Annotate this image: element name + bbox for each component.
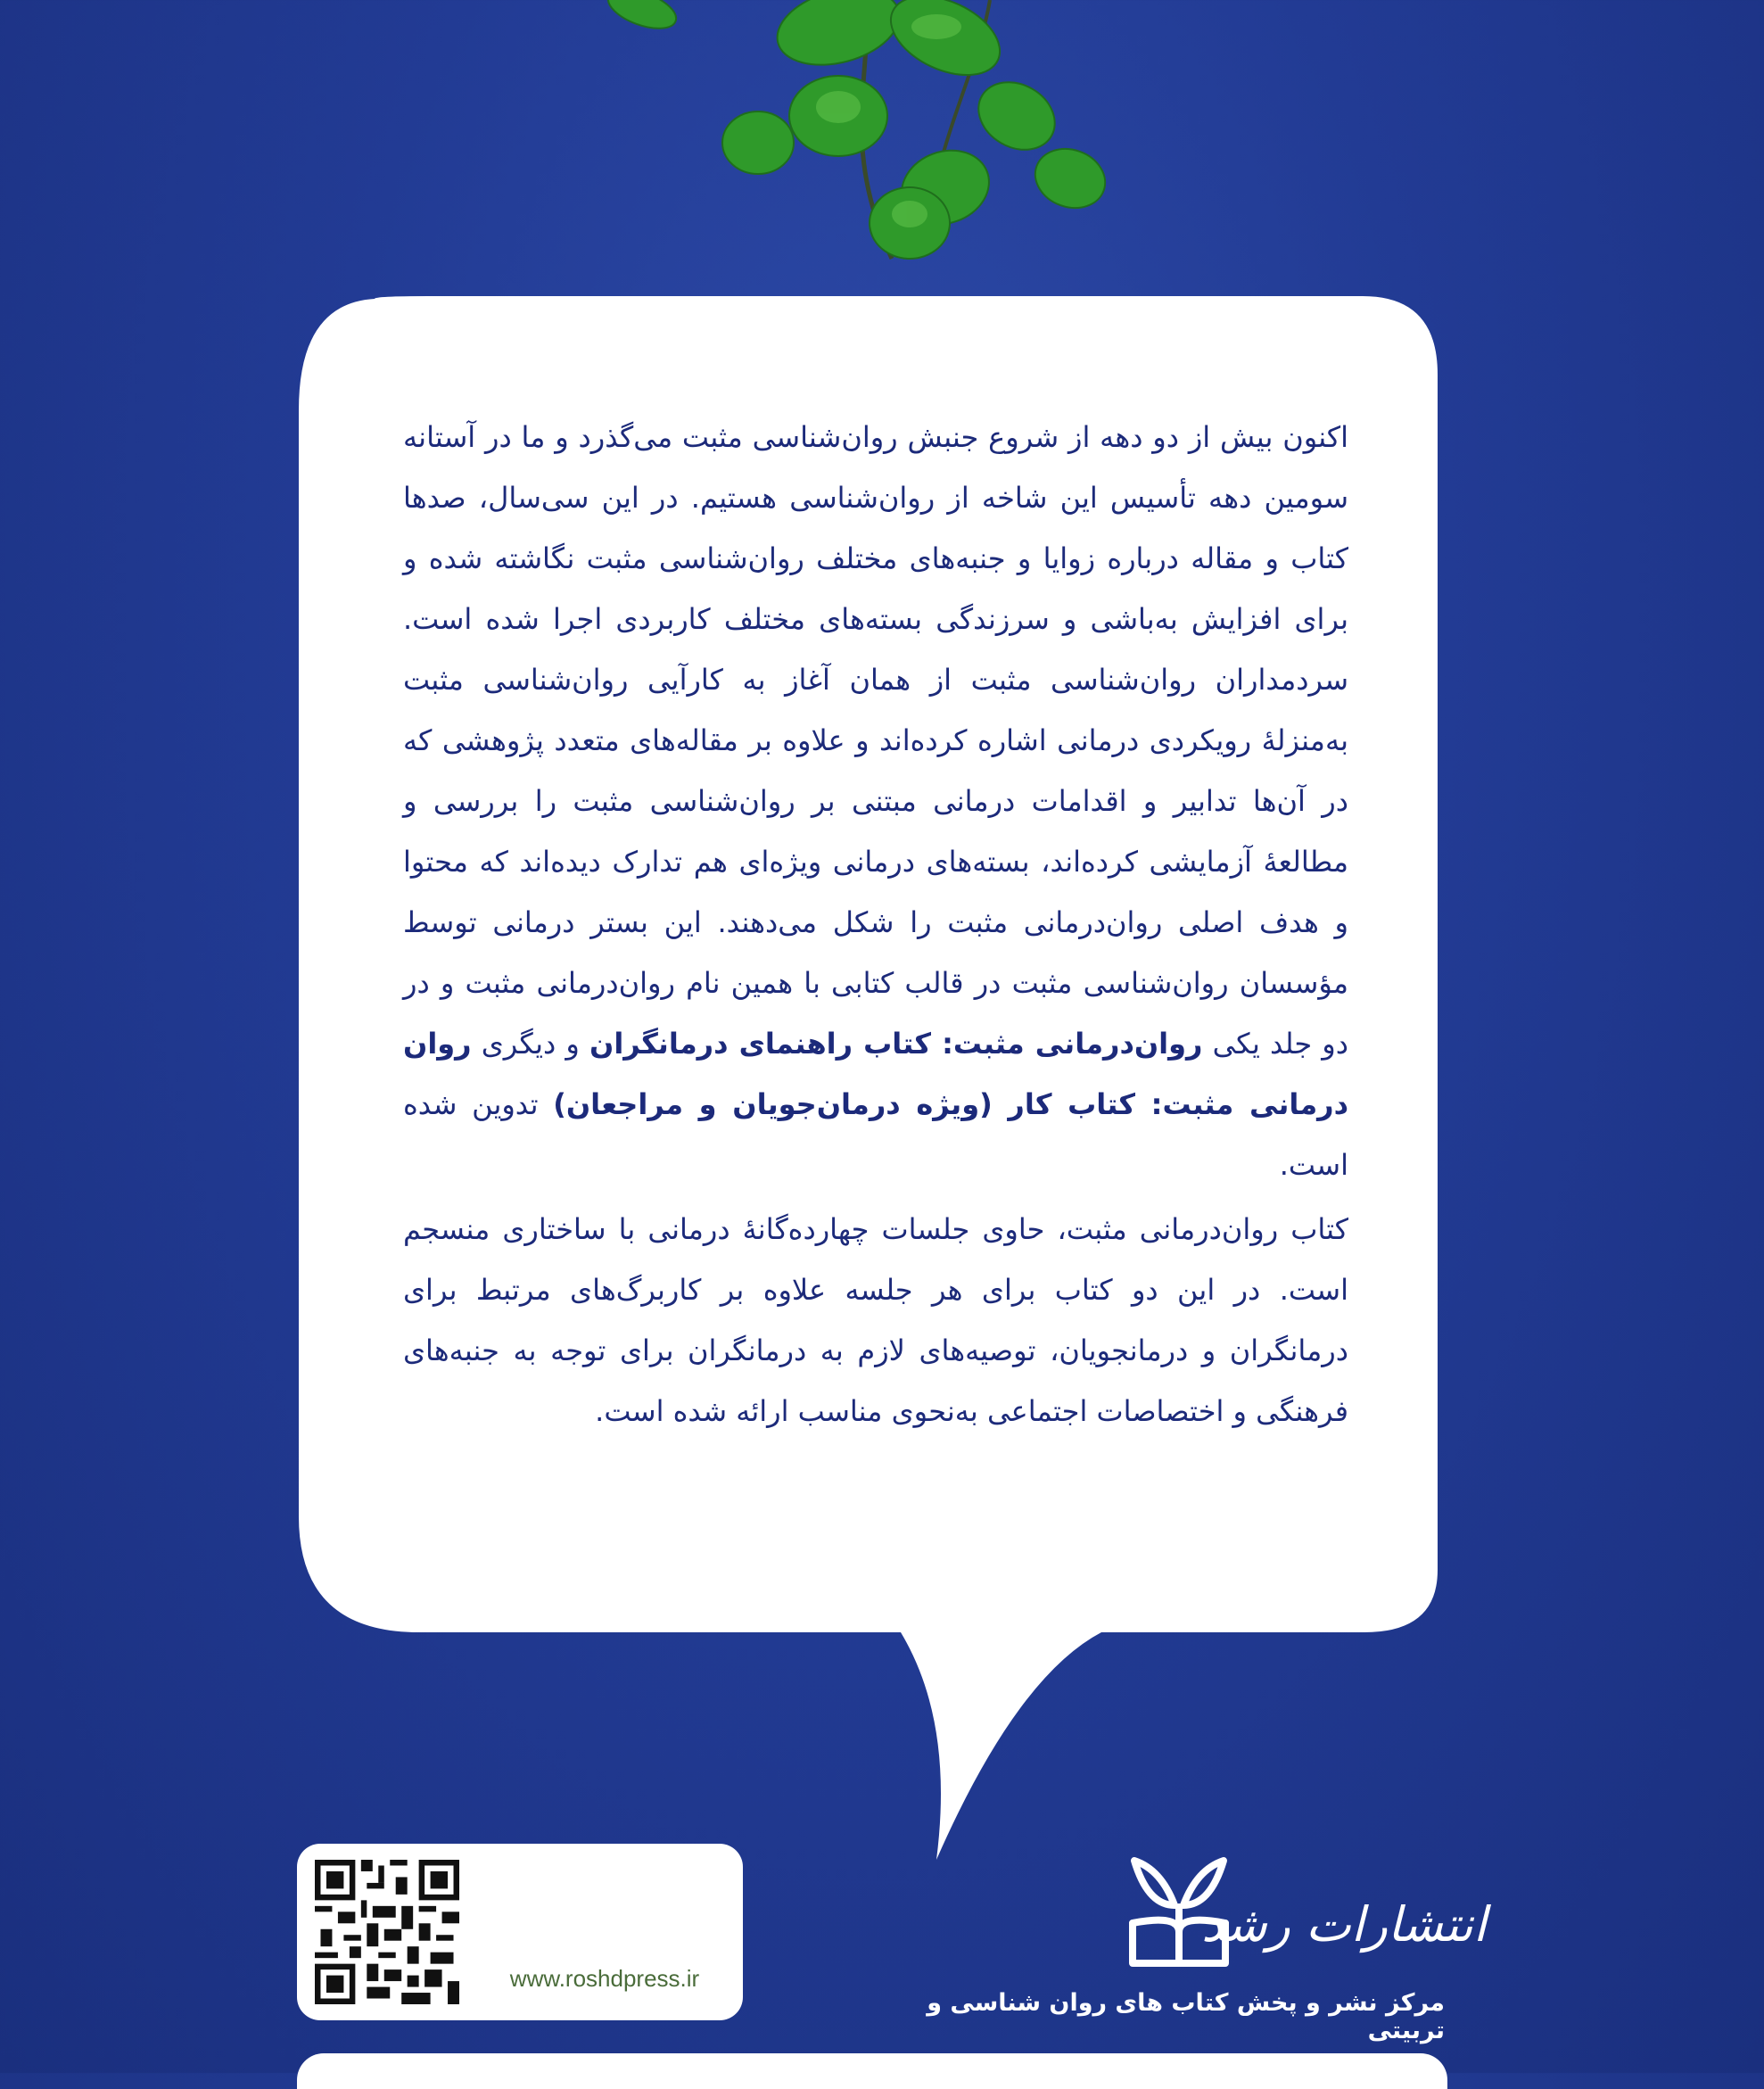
- bottom-strip: [297, 2053, 1447, 2089]
- publisher-logo-text: انتشارات رشد: [1201, 1896, 1487, 1953]
- paragraph-1-text: اکنون بیش از دو دهه از شروع جنبش روان‌شناسی مثبت می‌گذرد و ما در آستانه سومین دهه تأسیس این شاخه از روان‌شناسی هستیم. در این سی‌سال، صدها کتاب و مقاله درباره زوایا و جنبه‌های مختلف روان‌شناسی مثبت نگاشته شده و برای افزایش به‌باشی و سرزندگی بسته‌های مختلف کاربردی اجرا شده است. سردمداران روان‌شناسی مثبت از همان آغاز به کارآیی روان‌شناسی مثبت به‌منزلهٔ رویکردی درمانی اشاره کرده‌اند و علاوه بر مقاله‌های متعدد پژوهشی که در آن‌ها تدابیر و اقدامات درمانی مبتنی بر روان‌شناسی مثبت را بررسی و مطالعهٔ آزمایشی کرده‌اند، بسته‌های درمانی ویژه‌ای هم تدارک دیده‌اند که محتوا و هدف اصلی روان‌درمانی مثبت را شکل می‌دهند. این بستر درمانی توسط مؤسسان روان‌شناسی مثبت در قالب کتابی با همین نام روان‌درمانی مثبت و در دو جلد یکی: [403, 420, 1349, 1061]
- qr-box: [297, 1844, 743, 2020]
- plant-book-logo-icon: [1125, 1843, 1487, 1977]
- paragraph-1-ending: تدوین شده است.: [403, 1087, 1348, 1182]
- description-text: [403, 407, 1348, 1441]
- book-title-guide: روان‌درمانی مثبت: کتاب راهنمای درمانگران: [589, 1027, 1203, 1061]
- website-link[interactable]: www.roshdpress.ir: [509, 1965, 700, 1992]
- paragraph-1-connector: و دیگری: [481, 1027, 580, 1061]
- publisher-tagline: مرکز نشر و پخش کتاب های روان شناسی و تربیتی: [927, 1989, 1445, 2044]
- paragraph-1: [403, 407, 1348, 1195]
- qr-code-icon: [315, 1860, 459, 2004]
- book-title-workbook: روان درمانی مثبت: کتاب کار (ویژه درمان‌جویان و مراجعان): [403, 1027, 1349, 1121]
- paragraph-2: کتاب روان‌درمانی مثبت، حاوی جلسات چهارده‌گانهٔ درمانی با ساختاری منسجم است. در این دو کتاب برای هر جلسه علاوه بر کاربرگ‌های مرتبط برای درمانگران و درمانجویان، توصیه‌های لازم به درمانگران برای توجه به جنبه‌های فرهنگی و اختصاصات اجتماعی به‌نحوی مناسب ارائه شده است.: [403, 1212, 1348, 1428]
